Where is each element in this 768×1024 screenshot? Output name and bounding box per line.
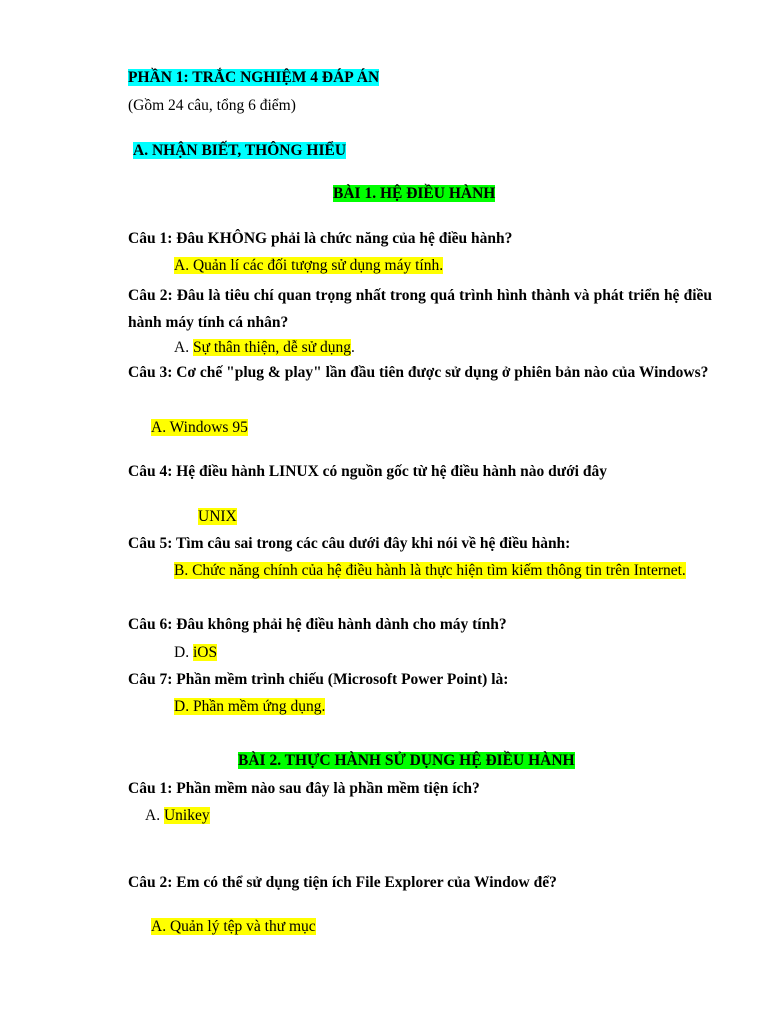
- lesson2-title: BÀI 2. THỰC HÀNH SỬ DỤNG HỆ ĐIỀU HÀNH: [238, 752, 575, 769]
- lesson2-q1-question: Câu 1: Phần mềm nào sau đây là phần mềm tiện ích?: [128, 780, 480, 797]
- lesson1-q2-question: Câu 2: Đâu là tiêu chí quan trọng nhất trong quá trình hình thành và phát triển hệ điều hành máy tính cá nhân?: [128, 287, 712, 331]
- section-title: A. NHẬN BIẾT, THÔNG HIỂU: [133, 142, 347, 159]
- lesson1-q6-answer: D. iOS: [174, 644, 218, 661]
- part-subtitle: (Gồm 24 câu, tổng 6 điểm): [128, 97, 296, 114]
- lesson1-q4-question: Câu 4: Hệ điều hành LINUX có nguồn gốc từ hệ điều hành nào dưới đây: [128, 463, 607, 480]
- lesson1-q1-answer: A. Quản lí các đối tượng sử dụng máy tính.: [174, 257, 444, 274]
- lesson1-q1-question: Câu 1: Đâu KHÔNG phải là chức năng của hệ điều hành?: [128, 230, 513, 247]
- lesson1-q2-answer: A. Sự thân thiện, dễ sử dụng.: [174, 339, 355, 356]
- lesson2-q2-answer: A. Quản lý tệp và thư mục: [151, 918, 316, 935]
- lesson1-q5-answer: B. Chức năng chính của hệ điều hành là thực hiện tìm kiếm thông tin trên Internet.: [174, 562, 686, 579]
- lesson1-q7-answer: D. Phần mềm ứng dụng.: [174, 698, 326, 715]
- part-title: PHẦN 1: TRẮC NGHIỆM 4 ĐÁP ÁN: [128, 69, 380, 86]
- lesson1-q3-question: Câu 3: Cơ chế "plug & play" lần đầu tiên được sử dụng ở phiên bản nào của Windows?: [128, 364, 709, 381]
- lesson1-q3-answer: A. Windows 95: [151, 419, 248, 436]
- lesson1-q7-question: Câu 7: Phần mềm trình chiếu (Microsoft Power Point) là:: [128, 671, 509, 688]
- lesson1-title: BÀI 1. HỆ ĐIỀU HÀNH: [333, 185, 496, 202]
- lesson1-q4-answer: UNIX: [198, 508, 237, 525]
- lesson2-q2-question: Câu 2: Em có thể sử dụng tiện ích File Explorer của Window để?: [128, 874, 557, 891]
- lesson1-q5-question: Câu 5: Tìm câu sai trong các câu dưới đây khi nói về hệ điều hành:: [128, 535, 571, 552]
- lesson2-q1-answer: A. Unikey: [145, 807, 210, 824]
- lesson1-q6-question: Câu 6: Đâu không phải hệ điều hành dành cho máy tính?: [128, 616, 507, 633]
